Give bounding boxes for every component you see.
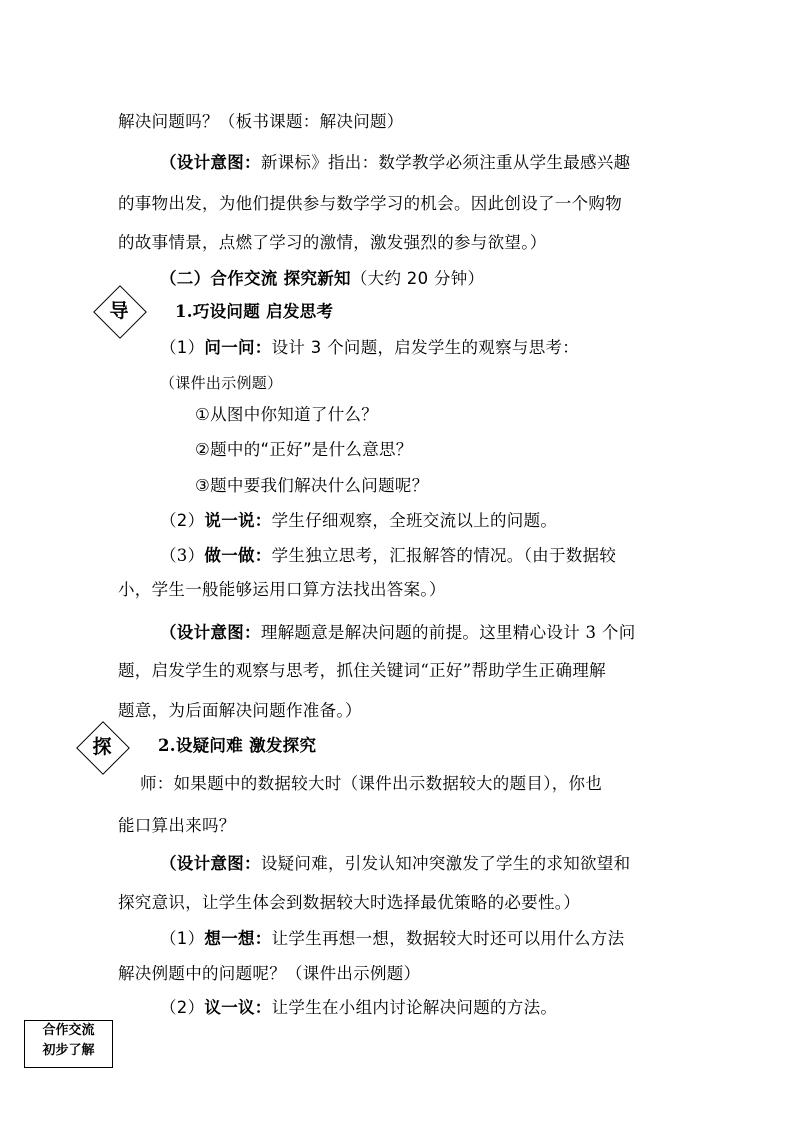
design-intent-2-line-1 xyxy=(160,623,636,643)
step-text: 设计 3 个问题，启发学生的观察与思考： xyxy=(271,338,580,357)
design-intent-3-line-1 xyxy=(160,854,630,874)
teacher-question-line-2: 能口算出来吗？ xyxy=(118,816,236,835)
step-label: 说一说： xyxy=(204,511,272,530)
step-do xyxy=(160,546,616,566)
step-do-line-2: 小，学生一般能够运用口算方法找出答案。） xyxy=(118,580,446,599)
margin-note-box xyxy=(24,1020,113,1068)
step-prefix: （1） xyxy=(160,929,205,948)
design-intent-text: 理解题意是解决问题的前提。这里精心设计 3 个问 xyxy=(260,623,636,642)
step-label: 想一想： xyxy=(204,929,272,948)
subsection-2-title: 2.设疑问难 激发探究 xyxy=(158,736,317,755)
step-think xyxy=(160,929,624,949)
step-say xyxy=(160,511,557,531)
step-text: 让学生在小组内讨论解决问题的方法。 xyxy=(271,998,558,1017)
step-think-line-2: 解决例题中的问题呢？（课件出示例题） xyxy=(118,964,421,983)
step-text: 学生仔细观察，全班交流以上的问题。 xyxy=(271,511,558,530)
step-text: 学生独立思考，汇报解答的情况。（由于数据较 xyxy=(271,546,617,565)
question-2: ②题中的“正好”是什么意思？ xyxy=(195,440,413,459)
design-intent-text: 新课标》指出：数学教学必须注重从学生最感兴趣 xyxy=(260,153,631,172)
margin-note-line-1: 合作交流 xyxy=(42,1023,95,1038)
step-prefix: （3） xyxy=(160,546,205,565)
margin-note-line-2: 初步了解 xyxy=(42,1043,95,1058)
step-label: 做一做： xyxy=(204,546,272,565)
design-intent-1-line-1 xyxy=(160,153,630,173)
design-intent-3-line-2: 探究意识，让学生体会到数据较大时选择最优策略的必要性。） xyxy=(118,893,581,912)
teacher-question-line-1: 师：如果题中的数据较大时（课件出示数据较大的题目），你也 xyxy=(140,774,603,793)
subsection-1-title: 1.巧设问题 启发思考 xyxy=(175,302,334,321)
question-3: ③题中要我们解决什么问题呢？ xyxy=(195,476,429,495)
paragraph-line: 解决问题吗？（板书课题：解决问题） xyxy=(118,112,404,131)
step-prefix: （2） xyxy=(160,511,205,530)
step-text: 让学生再想一想，数据较大时还可以用什么方法 xyxy=(271,929,625,948)
section-heading xyxy=(160,269,484,289)
design-intent-2-line-2: 题，启发学生的观察与思考，抓住关键词“正好”帮助学生正确理解 xyxy=(118,661,606,680)
explore-badge-label: 探 xyxy=(92,736,112,758)
guide-badge-label: 导 xyxy=(109,300,129,322)
step-label: 问一问： xyxy=(204,338,272,357)
courseware-note: （课件出示例题） xyxy=(160,374,283,392)
step-label: 议一议： xyxy=(204,998,272,1017)
design-intent-label: （设计意图： xyxy=(160,153,261,172)
design-intent-label: （设计意图： xyxy=(160,623,261,642)
step-discuss xyxy=(160,998,557,1018)
design-intent-label: （设计意图： xyxy=(160,854,261,873)
step-ask xyxy=(160,338,579,358)
step-prefix: （1） xyxy=(160,338,205,357)
design-intent-1-line-3: 的故事情景，点燃了学习的激情，激发强烈的参与欲望。） xyxy=(118,233,547,252)
section-title: （二）合作交流 探究新知 xyxy=(160,269,351,288)
design-intent-text: 设疑问难，引发认知冲突激发了学生的求知欲望和 xyxy=(260,854,631,873)
design-intent-1-line-2: 的事物出发，为他们提供参与数学学习的机会。因此创设了一个购物 xyxy=(118,194,622,213)
question-1: ①从图中你知道了什么？ xyxy=(195,405,379,424)
design-intent-2-line-3: 题意，为后面解决问题作准备。） xyxy=(118,701,362,720)
step-prefix: （2） xyxy=(160,998,205,1017)
section-duration: （大约 20 分钟） xyxy=(350,269,485,288)
